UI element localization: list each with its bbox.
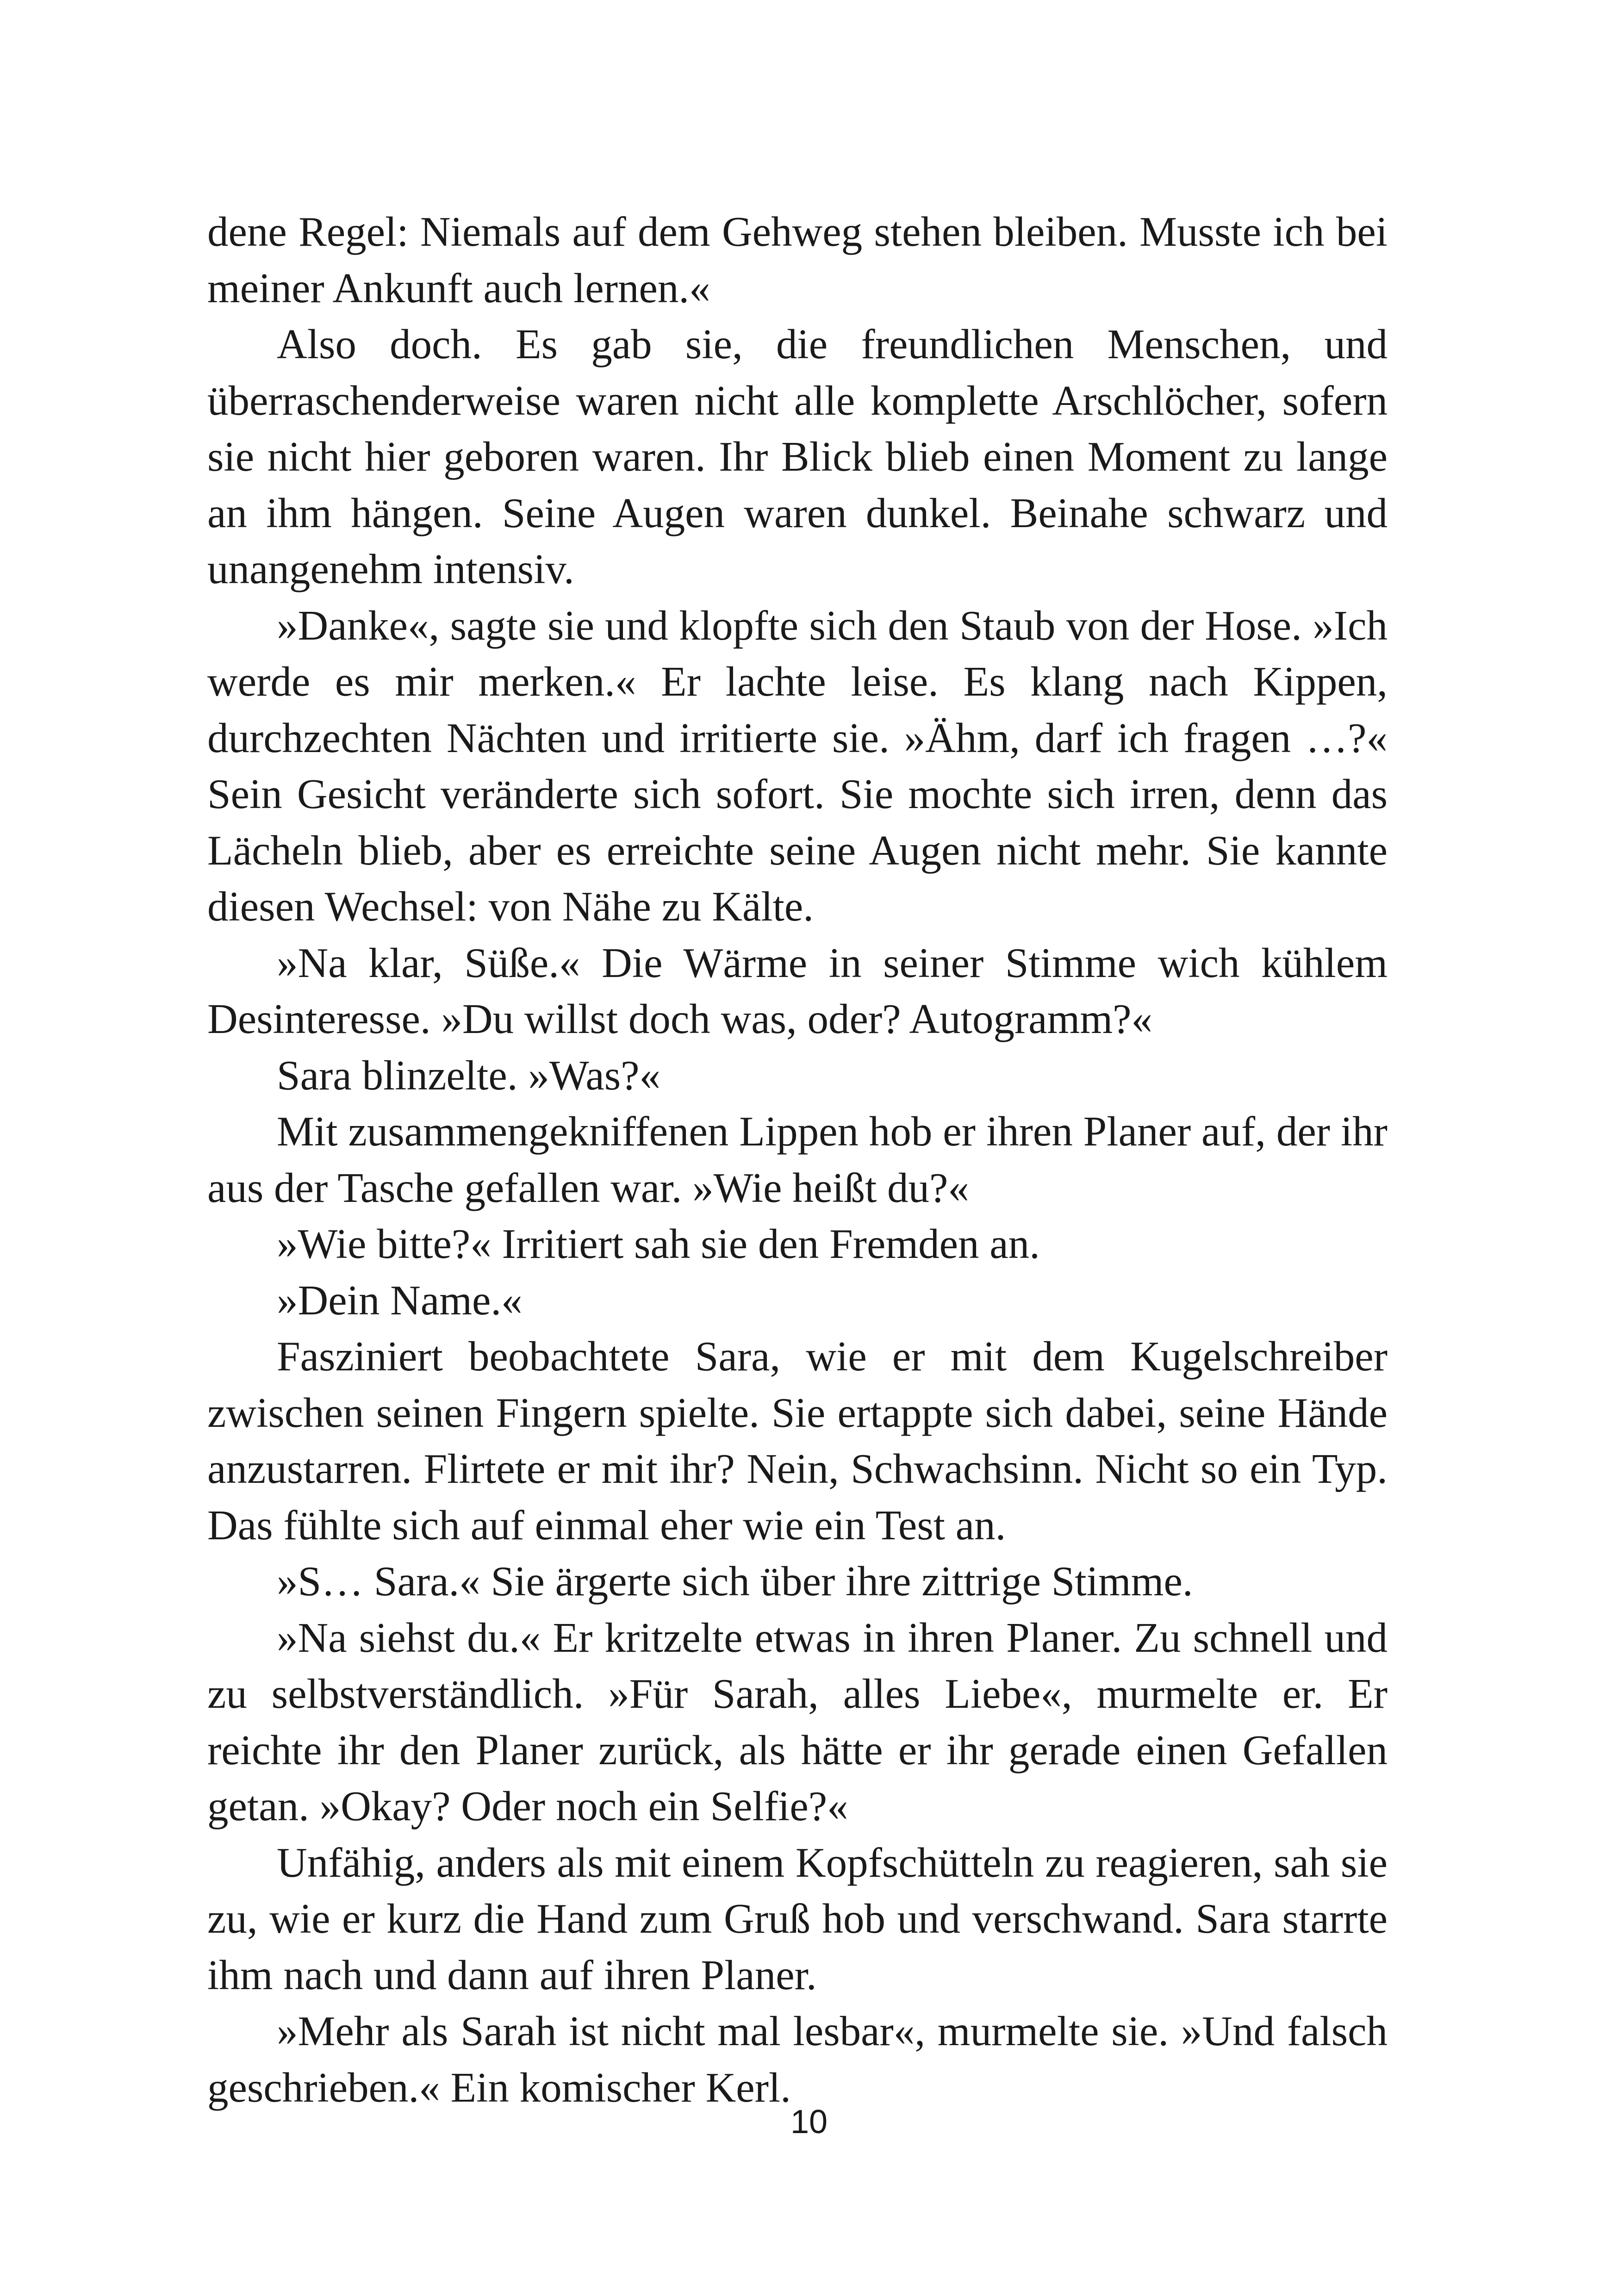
paragraph: »Na klar, Süße.« Die Wärme in seiner Stimme wich kühlem Desinteresse. »Du willst doch was, oder? Autogramm?« <box>207 939 1388 1042</box>
paragraph: Also doch. Es gab sie, die freundlichen Menschen, und überraschenderweise waren nicht alle komplette Arschlöcher, sofern sie nicht hier geboren waren. Ihr Blick blieb einen Moment zu lange an ihm hängen. Seine Augen waren dunkel. Beinahe schwarz und unangenehm intensiv. <box>207 321 1388 592</box>
body-text <box>207 204 1388 2116</box>
page-number: 10 <box>790 2103 828 2140</box>
paragraph: »Danke«, sagte sie und klopfte sich den Staub von der Hose. »Ich werde es mir merken.« Er lachte leise. Es klang nach Kippen, durchzechten Nächten und irritierte sie. »Ähm, darf ich fragen …?« Sein Gesicht veränderte sich sofort. Sie mochte sich irren, denn das Lächeln blieb, aber es erreichte seine Augen nicht mehr. Sie kannte diesen Wechsel: von Nähe zu Kälte. <box>207 602 1388 930</box>
paragraph: Fasziniert beobachtete Sara, wie er mit dem Kugelschreiber zwischen seinen Fingern spielte. Sie ertappte sich dabei, seine Hände anzustarren. Flirtete er mit ihr? Nein, Schwachsinn. Nicht so ein Typ. Das fühlte sich auf einmal eher wie ein Test an. <box>207 1333 1388 1549</box>
paragraph: Sara blinzelte. »Was?« <box>277 1052 661 1099</box>
paragraph: Unfähig, anders als mit einem Kopfschütteln zu reagieren, sah sie zu, wie er kurz die Hand zum Gruß hob und verschwand. Sara starrte ihm nach und dann auf ihren Planer. <box>207 1839 1388 1998</box>
paragraph: »Na siehst du.« Er kritzelte etwas in ihren Planer. Zu schnell und zu selbstverständlich. »Für Sarah, alles Liebe«, murmelte er. Er reichte ihr den Planer zurück, als hätte er ihr gerade einen Gefallen getan. »Okay? Oder noch ein Selfie?« <box>207 1614 1388 1829</box>
paragraph: dene Regel: Niemals auf dem Gehweg stehen bleiben. Musste ich bei meiner Ankunft auch lernen.« <box>207 208 1388 311</box>
paragraph: »Dein Name.« <box>277 1276 523 1324</box>
paragraph: »Mehr als Sarah ist nicht mal lesbar«, murmelte sie. »Und falsch geschrieben.« Ein komischer Kerl. <box>207 2008 1388 2111</box>
paragraph: »Wie bitte?« Irritiert sah sie den Fremden an. <box>277 1220 1040 1267</box>
paragraph: Mit zusammengekniffenen Lippen hob er ihren Planer auf, der ihr aus der Tasche gefallen war. »Wie heißt du?« <box>207 1108 1388 1211</box>
paragraph: »S… Sara.« Sie ärgerte sich über ihre zittrige Stimme. <box>277 1558 1193 1605</box>
